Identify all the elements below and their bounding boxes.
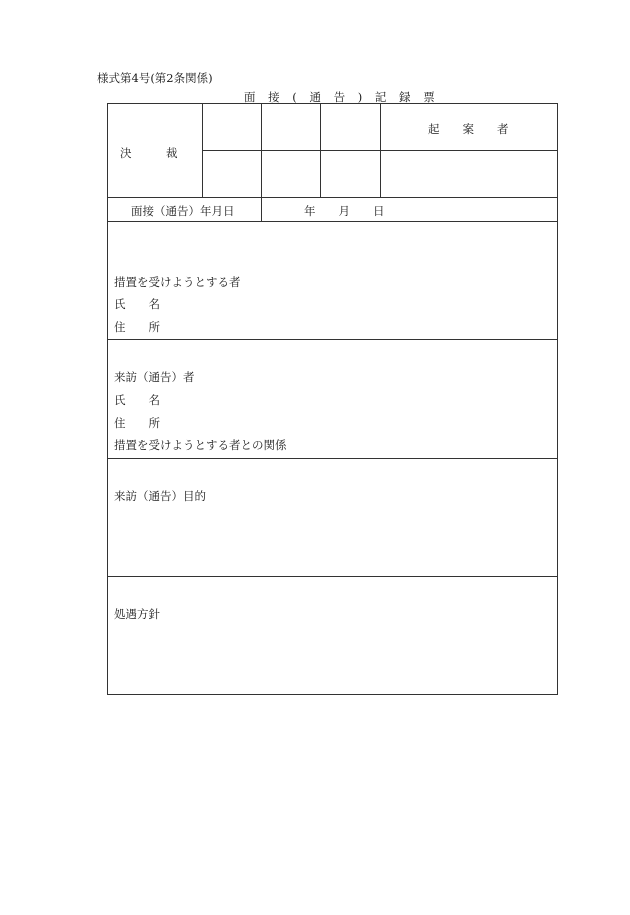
subject-name-label: 氏 名 — [114, 297, 160, 311]
visitor-address-label: 住 所 — [114, 416, 160, 430]
drafter-stamp-cell[interactable] — [381, 151, 557, 196]
date-row-bottom-line — [107, 221, 558, 222]
approval-stamp-cell-2[interactable] — [262, 104, 319, 149]
form-number: 様式第4号(第2条関係) — [97, 71, 213, 85]
visitor-name-label: 氏 名 — [114, 393, 160, 407]
purpose-section-bottom-line — [107, 576, 558, 577]
approval-stamp-cell-1[interactable] — [203, 104, 260, 149]
decision-label: 決 裁 — [120, 146, 178, 160]
policy-heading: 処遇方針 — [114, 607, 160, 621]
drafter-label: 起 案 者 — [428, 122, 509, 136]
purpose-heading: 来訪（通告）目的 — [114, 489, 206, 503]
visitor-relation-label: 措置を受けようとする者との関係 — [114, 438, 287, 452]
subject-section-bottom-line — [107, 339, 558, 340]
subject-address-label: 住 所 — [114, 320, 160, 334]
visitor-section-bottom-line — [107, 458, 558, 459]
approval-stamp-cell-3[interactable] — [321, 104, 379, 149]
visitor-heading: 来訪（通告）者 — [114, 370, 195, 384]
interview-date-field[interactable]: 年 月 日 — [304, 204, 385, 218]
form-title: 面 接 ( 通 告 ) 記 録 票 — [244, 90, 435, 104]
approval-bottom-line — [107, 197, 558, 198]
interview-date-label: 面接（通告）年月日 — [131, 204, 235, 218]
subject-heading: 措置を受けようとする者 — [114, 275, 241, 289]
